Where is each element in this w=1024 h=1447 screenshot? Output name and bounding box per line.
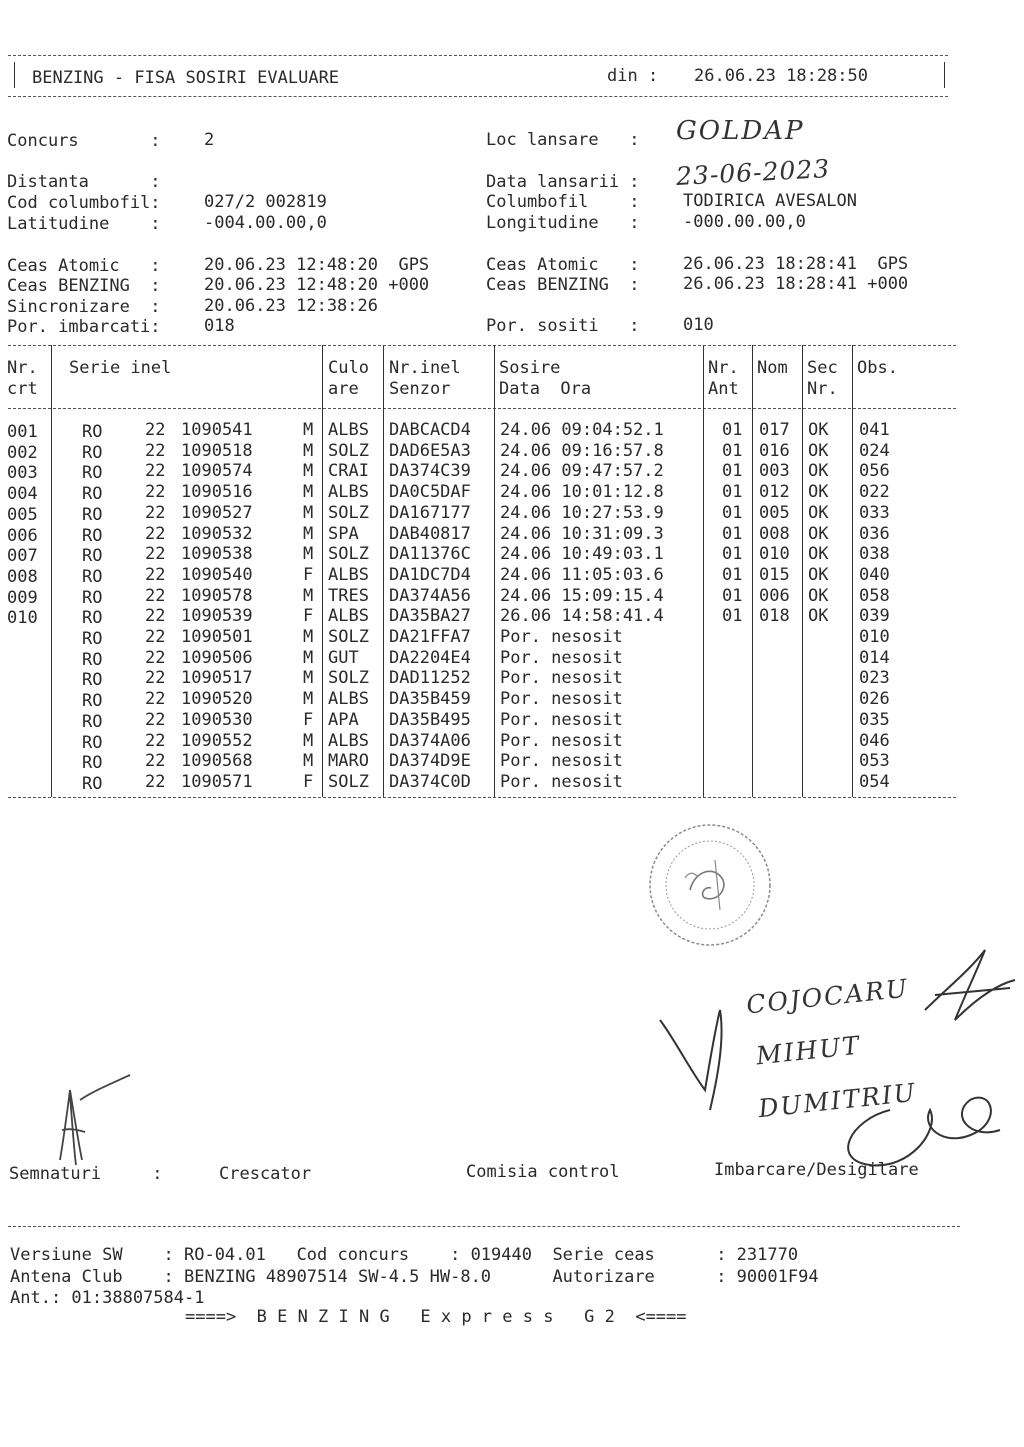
cell-sex: M — [303, 502, 314, 523]
cell-serie-inel: 1090532 — [181, 523, 253, 544]
cell-sosire: 24.06 10:01:12.8 — [500, 482, 664, 503]
cell-an: 22 — [145, 585, 166, 606]
cell-sosire: Por. nesosit — [500, 751, 623, 772]
cell-an: 22 — [145, 502, 166, 523]
cell-senzor: DA35BA27 — [389, 606, 471, 627]
header-right-border — [944, 62, 945, 88]
info-value-ceas-benzing-start: 20.06.23 12:48:20 +000 — [204, 275, 430, 295]
cell-culoare: ALBS — [328, 606, 369, 627]
cell-senzor: DA374D9E — [389, 751, 471, 772]
cell-sex: M — [303, 544, 314, 565]
cell-nom: 015 — [759, 564, 790, 585]
cell-nom: 018 — [759, 606, 790, 627]
cell-sosire: Por. nesosit — [500, 668, 623, 689]
cell-sosire: Por. nesosit — [500, 627, 623, 647]
cell-culoare: SPA — [328, 523, 359, 544]
cell-an: 22 — [145, 461, 166, 482]
col-header-sec: Sec — [807, 358, 838, 378]
col-separator — [752, 345, 753, 797]
info-value-ceas-benzing-end: 26.06.23 18:28:41 +000 — [683, 274, 909, 294]
cell-tara: RO — [82, 753, 103, 774]
cell-sec-nr: OK — [808, 420, 829, 440]
cell-obs: 038 — [859, 544, 890, 565]
cell-culoare: TRES — [328, 585, 369, 606]
cell-an: 22 — [145, 689, 166, 710]
cell-culoare: CRAI — [328, 461, 369, 482]
cell-sosire: 24.06 09:16:57.8 — [500, 440, 664, 461]
cell-senzor: DA374C0D — [389, 771, 471, 792]
cell-obs: 022 — [859, 482, 890, 503]
cell-senzor: DA374A06 — [389, 730, 471, 751]
cell-obs: 033 — [859, 502, 890, 523]
cell-serie-inel: 1090501 — [181, 627, 253, 647]
info-label: Ceas BENZING : — [7, 276, 161, 296]
cell-serie-inel: 1090527 — [181, 502, 253, 523]
cell-sosire: Por. nesosit — [500, 647, 623, 668]
cell-tara: RO — [82, 773, 103, 794]
cell-sec-nr: OK — [808, 440, 829, 461]
cell-tara: RO — [82, 484, 103, 505]
cell-senzor: DA11376C — [389, 544, 471, 565]
cell-sosire: Por. nesosit — [500, 771, 623, 792]
signature-crescator-label: Crescator — [219, 1164, 312, 1184]
cell-culoare: SOLZ — [328, 627, 369, 647]
col-header-culoare-2: are — [328, 379, 359, 399]
col-header-culoare: Culo — [328, 358, 369, 378]
handwritten-name-2: MIHUT — [754, 1030, 863, 1071]
cell-an: 22 — [145, 647, 166, 668]
cell-obs: 024 — [859, 440, 890, 461]
cell-sex: M — [303, 440, 314, 461]
cell-sex: M — [303, 482, 314, 503]
cell-senzor: DAB40817 — [389, 523, 471, 544]
cell-sex: M — [303, 420, 314, 440]
cell-obs: 040 — [859, 564, 890, 585]
info-label: Sincronizare : — [7, 297, 161, 317]
cell-sex: F — [303, 606, 314, 627]
cell-an: 22 — [145, 730, 166, 751]
cell-tara: RO — [82, 422, 103, 442]
col-header-nr-crt-2: crt — [7, 379, 38, 399]
info-label: Ceas Atomic : — [486, 255, 640, 275]
cell-sex: M — [303, 730, 314, 751]
info-label: Longitudine : — [486, 213, 640, 233]
cell-senzor: DAD11252 — [389, 668, 471, 689]
cell-nom: 005 — [759, 502, 790, 523]
signatures-label: Semnaturi : — [9, 1164, 163, 1184]
cell-nr-crt: 002 — [7, 442, 38, 463]
cell-serie-inel: 1090568 — [181, 751, 253, 772]
info-value-cod-columbofil: 027/2 002819 — [204, 192, 327, 212]
cell-obs: 039 — [859, 606, 890, 627]
signature-comisia-label: Comisia control — [466, 1162, 620, 1182]
cell-culoare: SOLZ — [328, 668, 369, 689]
din-label: din : — [607, 66, 659, 86]
table-header-rule — [8, 408, 956, 409]
signature-imbarcare-label: Imbarcare/Desigilare — [714, 1160, 919, 1180]
col-separator — [703, 345, 704, 797]
print-datetime: 26.06.23 18:28:50 — [694, 66, 868, 86]
cell-senzor: DA0C5DAF — [389, 482, 471, 503]
col-separator — [51, 345, 52, 797]
cell-nr-crt: 005 — [7, 504, 38, 525]
info-label: Latitudine : — [7, 214, 161, 234]
info-label: Data lansarii : — [486, 172, 640, 192]
cell-nr-ant: 01 — [722, 502, 743, 523]
cell-sosire: 24.06 11:05:03.6 — [500, 564, 664, 585]
cell-sex: M — [303, 585, 314, 606]
info-value-concurs: 2 — [204, 130, 215, 150]
cell-sec-nr: OK — [808, 585, 829, 606]
cell-nom: 008 — [759, 523, 790, 544]
cell-sex: M — [303, 647, 314, 668]
cell-tara: RO — [82, 504, 103, 525]
cell-an: 22 — [145, 420, 166, 440]
cell-sex: M — [303, 627, 314, 647]
cell-nom: 017 — [759, 420, 790, 440]
cell-obs: 046 — [859, 730, 890, 751]
cell-nr-ant: 01 — [722, 420, 743, 440]
info-label: Cod columbofil: — [7, 193, 161, 213]
cell-tara: RO — [82, 525, 103, 546]
cell-serie-inel: 1090539 — [181, 606, 253, 627]
cell-nr-crt: 003 — [7, 463, 38, 484]
cell-nr-crt: 007 — [7, 546, 38, 567]
info-label: Concurs : — [7, 131, 161, 151]
footer-banner: ====> B E N Z I N G E x p r e s s G 2 <==== — [185, 1307, 687, 1327]
info-value-columbofil: TODIRICA AVESALON — [683, 191, 857, 211]
handwritten-name-3: DUMITRIU — [756, 1077, 919, 1124]
cell-obs: 054 — [859, 771, 890, 792]
cell-serie-inel: 1090516 — [181, 482, 253, 503]
col-separator — [802, 345, 803, 797]
cell-serie-inel: 1090517 — [181, 668, 253, 689]
cell-culoare: GUT — [328, 647, 359, 668]
info-label: Ceas Atomic : — [7, 256, 161, 276]
cell-senzor: DA167177 — [389, 502, 471, 523]
cell-sex: F — [303, 564, 314, 585]
cell-an: 22 — [145, 771, 166, 792]
footer-line-2: Antena Club : BENZING 48907514 SW-4.5 HW-8.0 Autorizare : 90001F94 — [10, 1267, 819, 1287]
cell-tara: RO — [82, 629, 103, 649]
cell-tara: RO — [82, 732, 103, 753]
cell-culoare: ALBS — [328, 689, 369, 710]
cell-culoare: SOLZ — [328, 440, 369, 461]
cell-obs: 053 — [859, 751, 890, 772]
cell-nr-crt: 004 — [7, 484, 38, 505]
col-header-sosire: Sosire — [499, 358, 561, 378]
cell-nr-ant: 01 — [722, 564, 743, 585]
handwritten-loc-lansare: GOLDAP — [676, 116, 805, 146]
cell-serie-inel: 1090541 — [181, 420, 253, 440]
club-stamp — [645, 820, 775, 950]
cell-nr-ant: 01 — [722, 482, 743, 503]
cell-sosire: Por. nesosit — [500, 730, 623, 751]
cell-sosire: 24.06 10:31:09.3 — [500, 523, 664, 544]
cell-an: 22 — [145, 564, 166, 585]
header-bottom-rule — [8, 96, 948, 97]
cell-obs: 010 — [859, 627, 890, 647]
cell-nr-ant: 01 — [722, 585, 743, 606]
cell-tara: RO — [82, 670, 103, 691]
col-header-nr-crt: Nr. — [7, 358, 38, 378]
cell-an: 22 — [145, 440, 166, 461]
info-value-ceas-atomic-end: 26.06.23 18:28:41 GPS — [683, 254, 909, 274]
footer-rule — [8, 1226, 960, 1227]
signature-scribble-1 — [915, 940, 1024, 1030]
cell-obs: 041 — [859, 420, 890, 440]
cell-senzor: DA35B459 — [389, 689, 471, 710]
cell-serie-inel: 1090552 — [181, 730, 253, 751]
cell-sex: M — [303, 461, 314, 482]
cell-an: 22 — [145, 627, 166, 647]
cell-sex: F — [303, 709, 314, 730]
cell-serie-inel: 1090540 — [181, 564, 253, 585]
cell-serie-inel: 1090530 — [181, 709, 253, 730]
cell-obs: 058 — [859, 585, 890, 606]
cell-serie-inel: 1090538 — [181, 544, 253, 565]
cell-obs: 035 — [859, 709, 890, 730]
cell-tara: RO — [82, 608, 103, 629]
cell-obs: 026 — [859, 689, 890, 710]
info-value-por-sositi: 010 — [683, 315, 714, 335]
cell-sex: F — [303, 771, 314, 792]
cell-nom: 010 — [759, 544, 790, 565]
cell-sosire: Por. nesosit — [500, 689, 623, 710]
cell-senzor: DABCACD4 — [389, 420, 471, 440]
cell-tara: RO — [82, 546, 103, 567]
cell-culoare: MARO — [328, 751, 369, 772]
col-header-data-ora: Data Ora — [499, 379, 592, 399]
cell-culoare: SOLZ — [328, 544, 369, 565]
cell-senzor: DAD6E5A3 — [389, 440, 471, 461]
col-header-nr-inel: Nr.inel — [389, 358, 461, 378]
cell-an: 22 — [145, 709, 166, 730]
cell-nom: 012 — [759, 482, 790, 503]
cell-serie-inel: 1090571 — [181, 771, 253, 792]
cell-sosire: 24.06 10:49:03.1 — [500, 544, 664, 565]
col-header-ant: Ant — [708, 379, 739, 399]
cell-culoare: SOLZ — [328, 771, 369, 792]
info-value-sincronizare: 20.06.23 12:38:26 — [204, 296, 378, 316]
cell-sosire: 24.06 09:04:52.1 — [500, 420, 664, 440]
cell-an: 22 — [145, 482, 166, 503]
cell-senzor: DA2204E4 — [389, 647, 471, 668]
cell-nom: 006 — [759, 585, 790, 606]
cell-culoare: ALBS — [328, 564, 369, 585]
cell-an: 22 — [145, 523, 166, 544]
cell-sosire: 26.06 14:58:41.4 — [500, 606, 664, 627]
col-header-nr-ant: Nr. — [708, 358, 739, 378]
cell-tara: RO — [82, 649, 103, 670]
cell-sex: M — [303, 523, 314, 544]
cell-an: 22 — [145, 606, 166, 627]
cell-culoare: ALBS — [328, 730, 369, 751]
cell-tara: RO — [82, 463, 103, 484]
cell-obs: 056 — [859, 461, 890, 482]
cell-nr-ant: 01 — [722, 523, 743, 544]
handwritten-data-lansarii: 23-06-2023 — [675, 153, 831, 192]
table-bottom-rule — [8, 797, 956, 798]
cell-tara: RO — [82, 691, 103, 712]
header-left-border — [14, 62, 15, 88]
cell-senzor: DA1DC7D4 — [389, 564, 471, 585]
cell-nr-crt: 001 — [7, 422, 38, 442]
cell-obs: 036 — [859, 523, 890, 544]
cell-sec-nr: OK — [808, 606, 829, 627]
cell-obs: 014 — [859, 647, 890, 668]
info-value-latitudine: -004.00.00,0 — [204, 213, 327, 233]
cell-an: 22 — [145, 668, 166, 689]
info-label: Columbofil : — [486, 192, 640, 212]
cell-an: 22 — [145, 751, 166, 772]
cell-tara: RO — [82, 587, 103, 608]
col-header-nom: Nom — [757, 358, 788, 378]
cell-nr-ant: 01 — [722, 606, 743, 627]
cell-serie-inel: 1090518 — [181, 440, 253, 461]
cell-senzor: DA21FFA7 — [389, 627, 471, 647]
col-header-senzor: Senzor — [389, 379, 451, 399]
cell-sex: M — [303, 689, 314, 710]
cell-serie-inel: 1090578 — [181, 585, 253, 606]
info-label: Ceas BENZING : — [486, 275, 640, 295]
cell-sex: M — [303, 751, 314, 772]
cell-an: 22 — [145, 544, 166, 565]
cell-sec-nr: OK — [808, 564, 829, 585]
col-separator — [494, 345, 495, 797]
header-top-rule — [8, 55, 948, 56]
info-label: Por. imbarcati: — [7, 317, 161, 337]
info-value-longitudine: -000.00.00,0 — [683, 212, 806, 232]
cell-sec-nr: OK — [808, 544, 829, 565]
cell-sosire: Por. nesosit — [500, 709, 623, 730]
col-separator — [322, 345, 323, 797]
cell-sec-nr: OK — [808, 502, 829, 523]
table-top-rule — [8, 345, 956, 346]
col-separator — [383, 345, 384, 797]
cell-sosire: 24.06 10:27:53.9 — [500, 502, 664, 523]
cell-senzor: DA35B495 — [389, 709, 471, 730]
cell-tara: RO — [82, 711, 103, 732]
cell-nr-crt: 008 — [7, 566, 38, 587]
cell-sex: M — [303, 668, 314, 689]
cell-senzor: DA374A56 — [389, 585, 471, 606]
cell-sosire: 24.06 15:09:15.4 — [500, 585, 664, 606]
col-separator — [852, 345, 853, 797]
handwritten-name-1: COJOCARU — [744, 973, 911, 1020]
info-value-por-imbarcati: 018 — [204, 316, 235, 336]
cell-nr-crt: 010 — [7, 608, 38, 629]
cell-senzor: DA374C39 — [389, 461, 471, 482]
cell-tara: RO — [82, 566, 103, 587]
info-label: Distanta : — [7, 172, 161, 192]
cell-culoare: APA — [328, 709, 359, 730]
col-header-obs: Obs. — [857, 358, 898, 378]
footer-line-1: Versiune SW : RO-04.01 Cod concurs : 019440 Serie ceas : 231770 — [10, 1245, 799, 1265]
cell-culoare: SOLZ — [328, 502, 369, 523]
cell-sosire: 24.06 09:47:57.2 — [500, 461, 664, 482]
cell-serie-inel: 1090506 — [181, 647, 253, 668]
info-value-ceas-atomic-start: 20.06.23 12:48:20 GPS — [204, 255, 430, 275]
info-label: Loc lansare : — [486, 130, 640, 150]
footer-line-3: Ant.: 01:38807584-1 — [10, 1288, 205, 1308]
info-label: Por. sositi : — [486, 316, 640, 336]
cell-nr-ant: 01 — [722, 440, 743, 461]
document-title: BENZING - FISA SOSIRI EVALUARE — [32, 68, 340, 88]
signature-scribble-2 — [655, 1000, 765, 1120]
cell-nom: 016 — [759, 440, 790, 461]
cell-culoare: ALBS — [328, 420, 369, 440]
cell-serie-inel: 1090574 — [181, 461, 253, 482]
cell-nr-crt: 006 — [7, 525, 38, 546]
cell-nr-crt: 009 — [7, 587, 38, 608]
cell-nr-ant: 01 — [722, 544, 743, 565]
cell-sec-nr: OK — [808, 461, 829, 482]
cell-nr-ant: 01 — [722, 461, 743, 482]
col-header-serie-inel: Serie inel — [69, 358, 172, 378]
cell-tara: RO — [82, 442, 103, 463]
cell-nom: 003 — [759, 461, 790, 482]
signature-crescator — [40, 1070, 140, 1170]
cell-serie-inel: 1090520 — [181, 689, 253, 710]
cell-obs: 023 — [859, 668, 890, 689]
cell-sec-nr: OK — [808, 523, 829, 544]
cell-culoare: ALBS — [328, 482, 369, 503]
col-header-sec-nr: Nr. — [807, 379, 838, 399]
cell-sec-nr: OK — [808, 482, 829, 503]
